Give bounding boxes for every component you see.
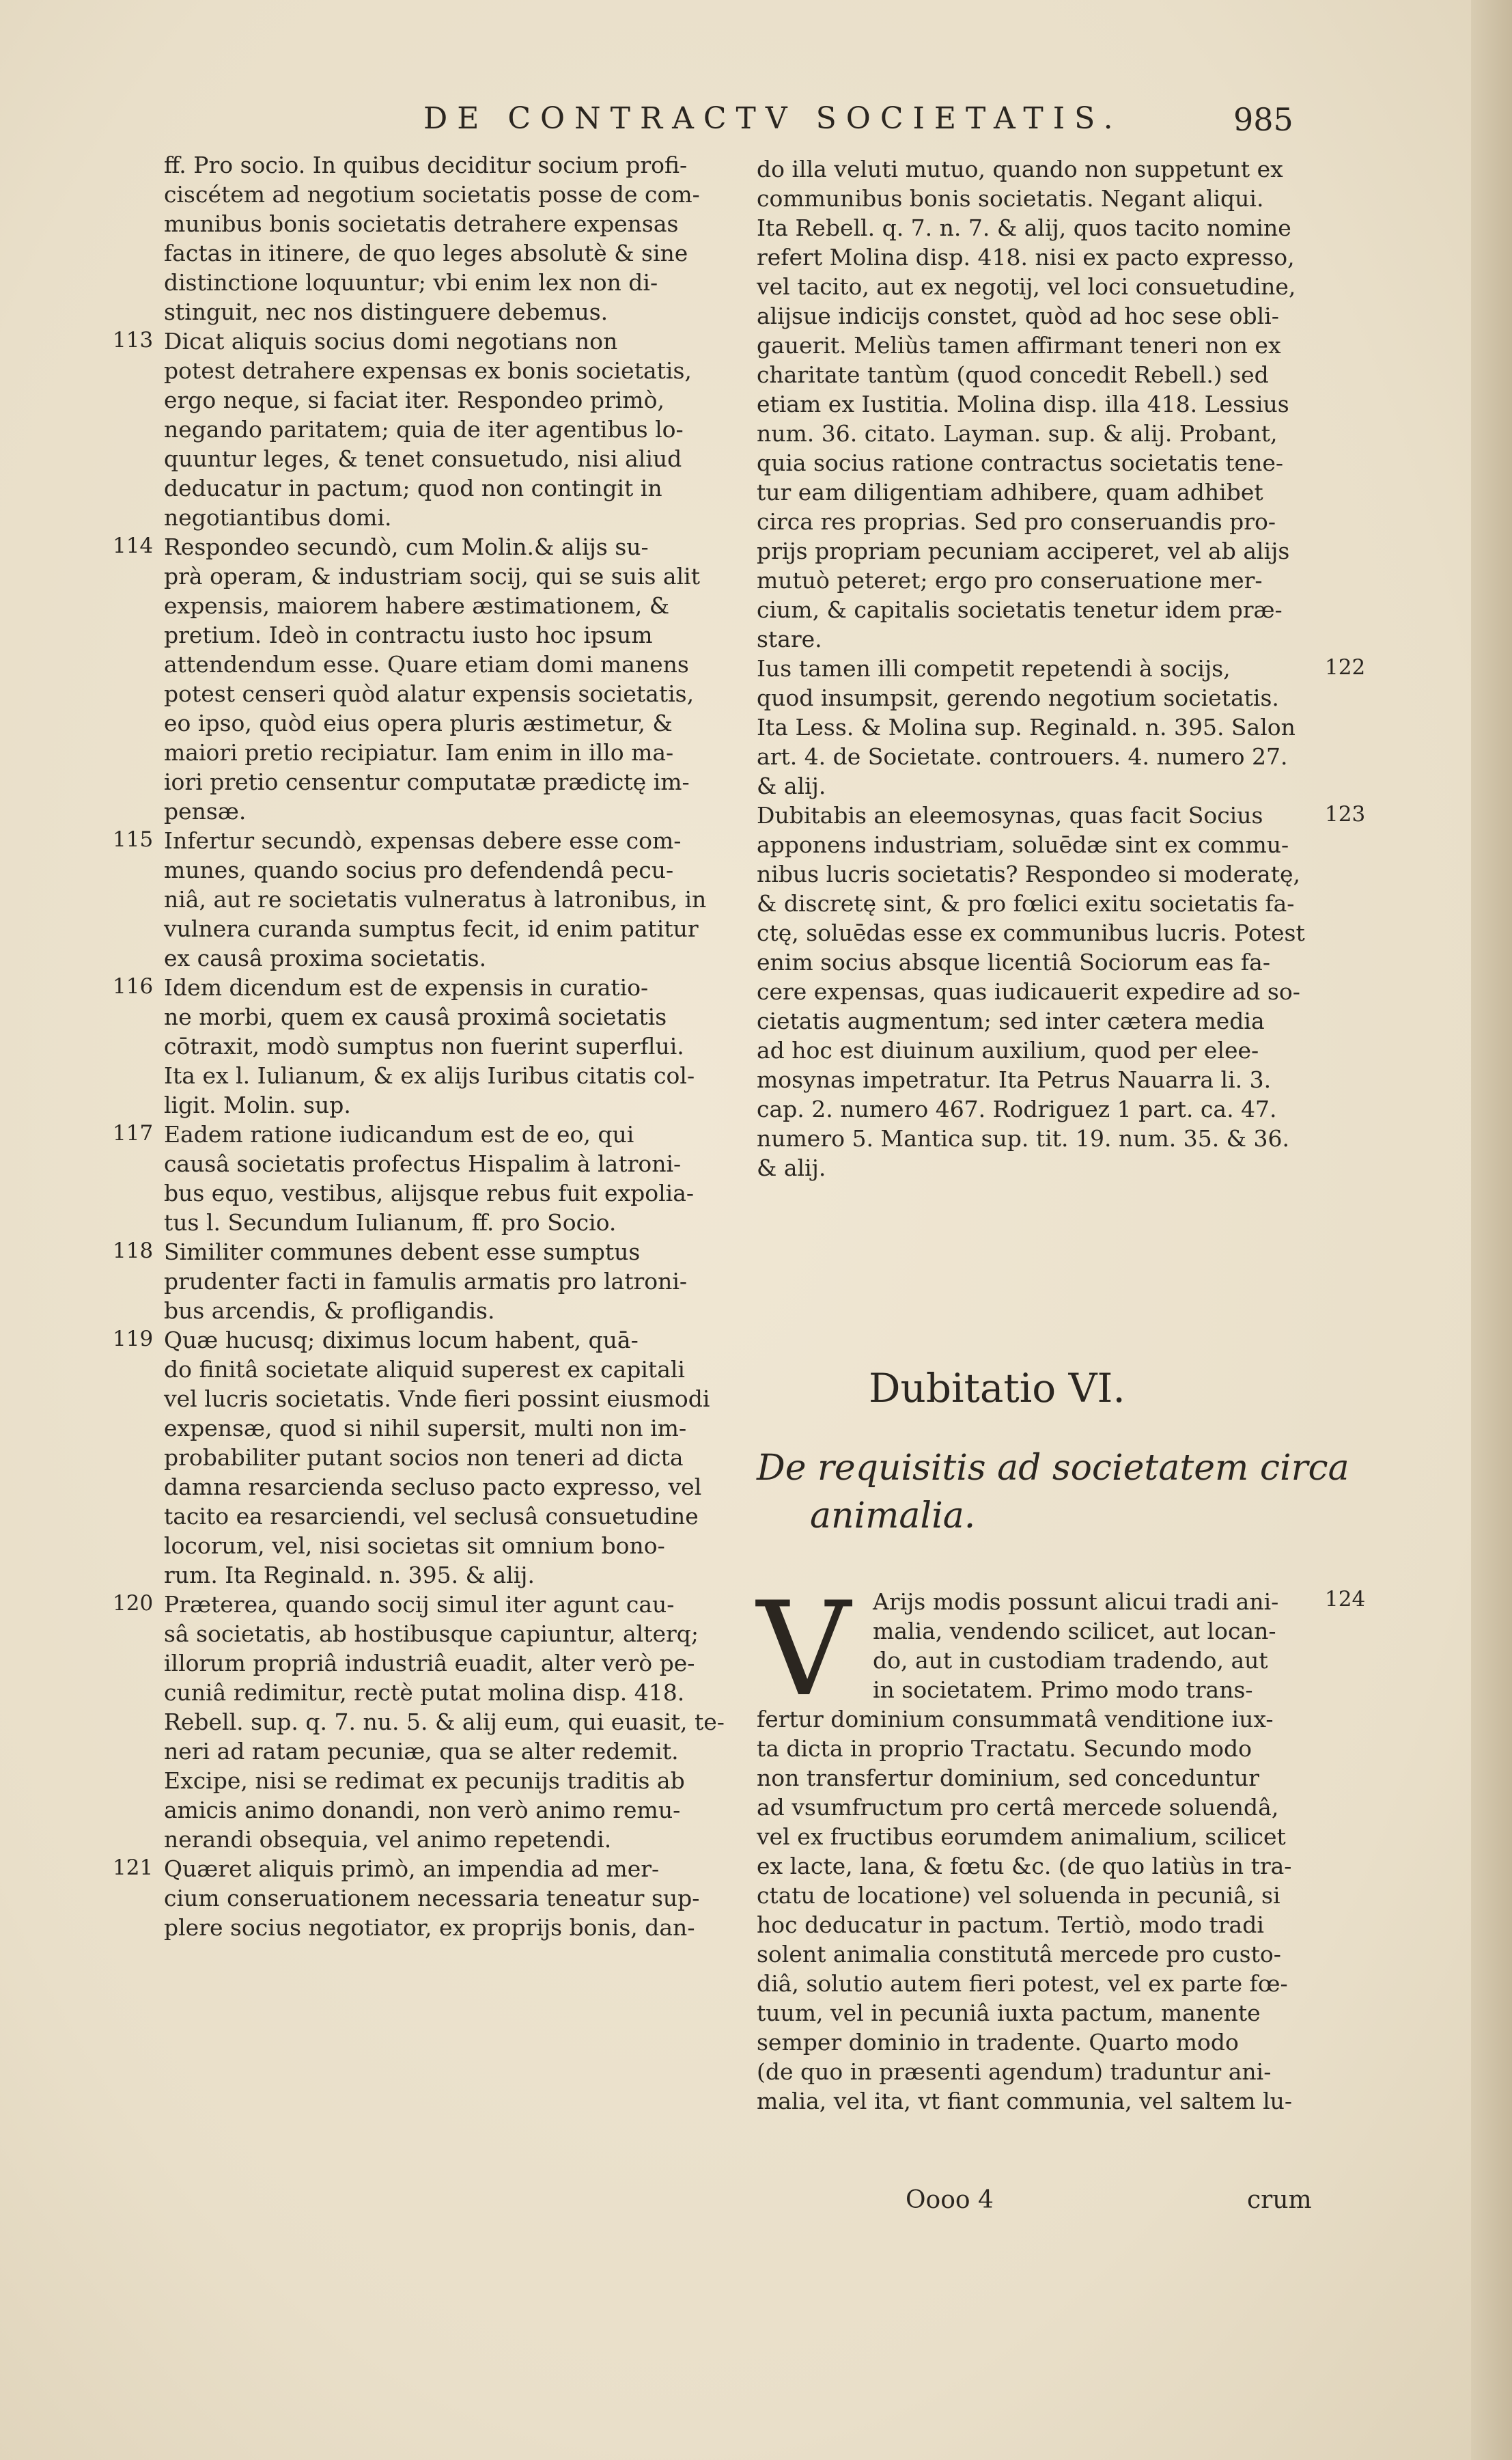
text-line: sâ societatis, ab hostibusque capiuntur, alterq; (164, 1620, 699, 1647)
text-line: quia socius ratione contractus societatis tene- (757, 450, 1284, 476)
text-line: causâ societatis profectus Hispalim à latroni- (164, 1150, 682, 1177)
text-line: Respondeo secundò, cum Molin.& alijs su- (164, 534, 649, 560)
margin-paragraph-number: 114 (113, 534, 154, 558)
text-line: illorum propriâ industriâ euadit, alter verò pe- (164, 1650, 695, 1676)
drop-capital: V (757, 1574, 851, 1725)
text-line: hoc deducatur in pactum. Tertiò, modo tradi (757, 1911, 1264, 1938)
text-line: etiam ex Iustitia. Molina disp. illa 418. Lessius (757, 391, 1289, 417)
text-line: do illa veluti mutuo, quando non suppetunt ex (757, 156, 1283, 182)
text-line: cium, & capitalis societatis tenetur idem præ- (757, 596, 1283, 623)
margin-paragraph-number: 118 (113, 1239, 154, 1263)
text-line: potest detrahere expensas ex bonis societatis, (164, 357, 692, 384)
text-line: ex causâ proxima societatis. (164, 945, 487, 971)
text-line: apponens industriam, soluēdæ sint ex commu- (757, 831, 1289, 858)
text-line: do finitâ societate aliquid superest ex capitali (164, 1356, 685, 1383)
text-line: fertur dominium consummatâ venditione iux- (757, 1706, 1274, 1732)
text-line: vel ex fructibus eorumdem animalium, scilicet (757, 1823, 1286, 1850)
text-line: deducatur in pactum; quod non contingit in (164, 475, 662, 501)
text-line: pretium. Ideò in contractu iusto hoc ipsum (164, 622, 653, 648)
text-line: & discretę sint, & pro fœlici exitu societatis fa- (757, 890, 1295, 917)
text-line: ta dicta in proprio Tractatu. Secundo modo (757, 1735, 1252, 1762)
text-line: mosynas impetratur. Ita Petrus Nauarra li. 3. (757, 1066, 1272, 1093)
text-line: refert Molina disp. 418. nisi ex pacto expresso, (757, 244, 1295, 271)
text-line: non transfertur dominium, sed conceduntur (757, 1765, 1259, 1791)
text-line: amicis animo donandi, non verò animo remu- (164, 1797, 681, 1823)
margin-paragraph-number: 121 (113, 1855, 154, 1880)
text-line: bus equo, vestibus, alijsque rebus fuit expolia- (164, 1180, 695, 1206)
text-line: vel lucris societatis. Vnde fieri possint eiusmodi (164, 1385, 710, 1412)
text-line: prijs propriam pecuniam acciperet, vel ab alijs (757, 538, 1290, 564)
margin-paragraph-number: 122 (1325, 655, 1366, 680)
text-line: plere socius negotiator, ex proprijs bonis, dan- (164, 1914, 695, 1941)
left-column (164, 150, 724, 1942)
text-line: factas in itinere, de quo leges absolutè & sine (164, 240, 688, 266)
text-line: pensæ. (164, 798, 247, 825)
text-line: stare. (757, 626, 822, 652)
running-head: DE CONTRACTV SOCIETATIS. (423, 101, 1123, 136)
signature-mark: Oooo 4 (906, 2186, 994, 2214)
margin-paragraph-number: 119 (113, 1327, 154, 1351)
text-line: ex lacte, lana, & fœtu &c. (de quo latiùs in tra- (757, 1853, 1292, 1879)
margin-paragraph-number: 124 (1325, 1587, 1366, 1612)
text-line: iori pretio censentur computatæ prædictę im- (164, 769, 690, 795)
text-line: nibus lucris societatis? Respondeo si moderatę, (757, 861, 1300, 887)
text-line: neri ad ratam pecuniæ, qua se alter redemit. (164, 1738, 679, 1765)
text-line: stinguit, nec nos distinguere debemus. (164, 299, 608, 325)
text-line: locorum, vel, nisi societas sit omnium bono- (164, 1532, 665, 1559)
text-line: maiori pretio recipiatur. Iam enim in illo ma- (164, 739, 674, 766)
text-line: ctatu de locatione) vel soluenda in pecuniâ, si (757, 1882, 1280, 1909)
text-line: Rebell. sup. q. 7. nu. 5. & alij eum, qui euasit, te- (164, 1709, 725, 1735)
text-line: tur eam diligentiam adhibere, quam adhibet (757, 479, 1263, 506)
text-line: cium conseruationem necessaria teneatur sup- (164, 1885, 700, 1911)
section-subtitle-line-2: animalia. (810, 1495, 976, 1536)
text-line: Eadem ratione iudicandum est de eo, qui (164, 1121, 634, 1148)
text-line: tuum, vel in pecuniâ iuxta pactum, manente (757, 2000, 1261, 2026)
text-line: circa res proprias. Sed pro conseruandis pro- (757, 508, 1276, 535)
text-line: munibus bonis societatis detrahere expensas (164, 210, 679, 237)
page-edge (1471, 0, 1512, 2460)
text-line: tus l. Secundum Iulianum, ff. pro Socio. (164, 1209, 617, 1236)
text-line: negotiantibus domi. (164, 504, 392, 531)
text-line: malia, vel ita, vt fiant communia, vel saltem lu- (757, 2088, 1293, 2114)
text-line: cere expensas, quas iudicauerit expedire ad so- (757, 978, 1300, 1005)
catchword: crum (1247, 2186, 1312, 2214)
text-line: do, aut in custodiam tradendo, aut (873, 1647, 1268, 1674)
text-line: numero 5. Mantica sup. tit. 19. num. 35. & 36. (757, 1125, 1290, 1152)
section-subtitle-line-1: De requisitis ad societatem circa (757, 1448, 1349, 1489)
text-line: (de quo in præsenti agendum) traduntur ani- (757, 2058, 1272, 2085)
text-line: cietatis augmentum; sed inter cætera media (757, 1008, 1265, 1034)
text-line: in societatem. Primo modo trans- (873, 1676, 1253, 1703)
text-line: charitate tantùm (quod concedit Rebell.) sed (757, 361, 1269, 388)
text-line: cōtraxit, modò sumptus non fuerint superflui. (164, 1033, 684, 1060)
text-line: ad vsumfructum pro certâ mercede soluendâ, (757, 1794, 1279, 1821)
text-line: Arijs modis possunt alicui tradi ani- (873, 1588, 1279, 1615)
text-line: malia, vendendo scilicet, aut locan- (873, 1618, 1276, 1644)
text-line: ctę, soluēdas esse ex communibus lucris. Potest (757, 920, 1305, 946)
text-line: prudenter facti in famulis armatis pro latroni- (164, 1268, 688, 1295)
text-line: Ius tamen illi competit repetendi à socijs, (757, 655, 1231, 682)
text-line: prà operam, & industriam socij, qui se suis alit (164, 563, 700, 590)
text-line: mutuò peteret; ergo pro conseruatione mer- (757, 567, 1263, 594)
text-line: potest censeri quòd alatur expensis societatis, (164, 680, 695, 707)
text-line: eo ipso, quòd eius opera pluris æstimetur, & (164, 710, 673, 736)
margin-paragraph-number: 117 (113, 1121, 154, 1146)
text-line: solent animalia constitutâ mercede pro custo- (757, 1941, 1281, 1967)
text-line: ciscétem ad negotium societatis posse de com- (164, 181, 700, 208)
margin-paragraph-number: 116 (113, 974, 154, 999)
text-line: probabiliter putant socios non teneri ad dicta (164, 1444, 684, 1471)
text-line: cuniâ redimitur, rectè putat molina disp. 418. (164, 1679, 685, 1706)
margin-paragraph-number: 113 (113, 328, 154, 353)
text-line: alijsue indicijs constet, quòd ad hoc sese obli- (757, 303, 1279, 329)
text-line: Dicat aliquis socius domi negotians non (164, 328, 618, 355)
text-line: Similiter communes debent esse sumptus (164, 1239, 641, 1265)
text-line: Infertur secundò, expensas debere esse com- (164, 827, 682, 854)
text-line: & alij. (757, 773, 826, 799)
text-line: damna resarcienda secluso pacto expresso, vel (164, 1474, 702, 1500)
text-line: ergo neque, si faciat iter. Respondeo primò, (164, 387, 664, 413)
text-line: quod insumpsit, gerendo negotium societatis. (757, 685, 1279, 711)
text-line: rum. Ita Reginald. n. 395. & alij. (164, 1562, 535, 1588)
text-line: bus arcendis, & profligandis. (164, 1297, 495, 1324)
text-line: Præterea, quando socij simul iter agunt cau- (164, 1591, 675, 1618)
text-line: Ita Less. & Molina sup. Reginald. n. 395. Salon (757, 714, 1296, 741)
text-line: attendendum esse. Quare etiam domi manens (164, 651, 689, 678)
text-line: diâ, solutio autem fieri potest, vel ex parte fœ- (757, 1970, 1288, 1997)
text-line: ne morbi, quem ex causâ proximâ societatis (164, 1004, 667, 1030)
text-line: Excipe, nisi se redimat ex pecunijs traditis ab (164, 1767, 685, 1794)
section-heading: Dubitatio VI. (869, 1365, 1125, 1411)
text-line: ligit. Molin. sup. (164, 1092, 351, 1118)
margin-paragraph-number: 123 (1325, 802, 1366, 827)
text-line: munes, quando socius pro defendendâ pecu- (164, 857, 674, 883)
text-line: vulnera curanda sumptus fecit, id enim patitur (164, 915, 699, 942)
text-line: Quæ hucusq; diximus locum habent, quā- (164, 1327, 639, 1353)
text-line: expensis, maiorem habere æstimationem, & (164, 592, 670, 619)
text-line: enim socius absque licentiâ Sociorum eas fa- (757, 949, 1270, 976)
text-line: quuntur leges, & tenet consuetudo, nisi aliud (164, 445, 682, 472)
text-line: semper dominio in tradente. Quarto modo (757, 2029, 1239, 2056)
text-line: niâ, aut re societatis vulneratus à latronibus, in (164, 886, 707, 913)
text-line: gauerit. Meliùs tamen affirmant teneri non ex (757, 332, 1281, 359)
text-line: Quæret aliquis primò, an impendia ad mer- (164, 1855, 660, 1882)
text-line: & alij. (757, 1155, 826, 1181)
text-line: communibus bonis societatis. Negant aliqui. (757, 185, 1264, 212)
text-line: nerandi obsequia, vel animo repetendi. (164, 1826, 612, 1853)
margin-paragraph-number: 120 (113, 1591, 154, 1616)
text-line: Ita Rebell. q. 7. n. 7. & alij, quos tacito nomine (757, 215, 1291, 241)
text-line: distinctione loquuntur; vbi enim lex non di- (164, 269, 658, 296)
text-line: expensæ, quod si nihil supersit, multi non im- (164, 1415, 687, 1441)
text-line: Idem dicendum est de expensis in curatio- (164, 974, 649, 1001)
text-line: tacito ea resarciendi, vel seclusâ consuetudine (164, 1503, 699, 1530)
page-number: 985 (1233, 101, 1293, 138)
margin-paragraph-number: 115 (113, 827, 154, 852)
right-column-upper (757, 154, 1317, 1183)
text-line: num. 36. citato. Layman. sup. & alij. Probant, (757, 420, 1278, 447)
right-column-lower (757, 1704, 1317, 2116)
text-line: ff. Pro socio. In quibus deciditur socium profi- (164, 152, 688, 178)
right-column-lower-indented (873, 1587, 1317, 1704)
text-line: cap. 2. numero 467. Rodriguez 1 part. ca. 47. (757, 1096, 1277, 1122)
text-line: vel tacito, aut ex negotij, vel loci consuetudine, (757, 273, 1296, 300)
text-line: Dubitabis an eleemosynas, quas facit Socius (757, 802, 1263, 829)
text-line: negando paritatem; quia de iter agentibus lo- (164, 416, 684, 443)
text-line: Ita ex l. Iulianum, & ex alijs Iuribus citatis col- (164, 1062, 695, 1089)
text-line: ad hoc est diuinum auxilium, quod per elee- (757, 1037, 1259, 1064)
text-line: art. 4. de Societate. controuers. 4. numero 27. (757, 743, 1288, 770)
